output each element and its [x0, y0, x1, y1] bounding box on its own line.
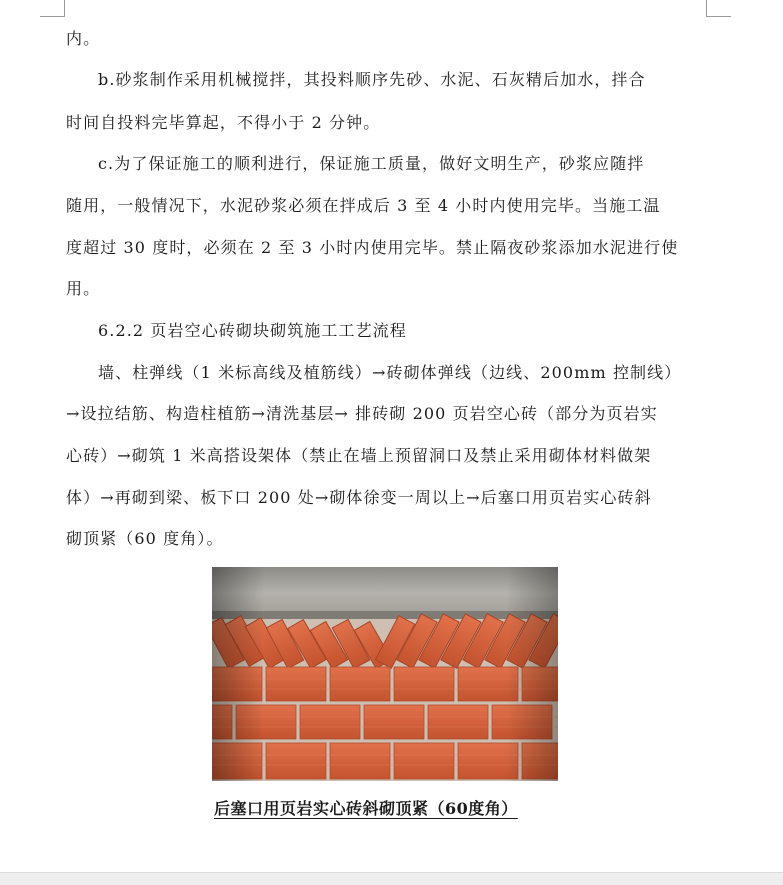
text-line-4: c.为了保证施工的顺利进行，保证施工质量，做好文明生产，砂浆应随拌 — [98, 154, 645, 173]
text-line-2: b.砂浆制作采用机械搅拌，其投料顺序先砂、水泥、石灰精后加水，拌合 — [98, 70, 646, 89]
text-line-7: 用。 — [66, 279, 101, 298]
text-line-13: 砌顶紧（60 度角）。 — [66, 529, 224, 548]
brick-wall-photo — [212, 567, 558, 781]
window-bottom-bar — [0, 872, 783, 885]
text-line-1: 内。 — [66, 29, 101, 48]
text-line-3: 时间自投料完毕算起，不得小于 2 分钟。 — [66, 113, 381, 132]
text-line-11: 心砖）→砌筑 1 米高搭设架体（禁止在墙上预留洞口及禁止采用砌体材料做架 — [66, 446, 652, 465]
text-line-6: 度超过 30 度时，必须在 2 至 3 小时内使用完毕。禁止隔夜砂浆添加水泥进行使 — [66, 238, 679, 257]
text-line-10: →设拉结筋、构造柱植筋→清洗基层→ 排砖砌 200 页岩空心砖（部分为页岩实 — [66, 404, 658, 423]
text-line-5: 随用，一般情况下，水泥砂浆必须在拌成后 3 至 4 小时内使用完毕。当施工温 — [66, 196, 661, 215]
text-line-9: 墙、柱弹线（1 米标高线及植筋线）→砖砌体弹线（边线、200mm 控制线） — [98, 363, 682, 382]
section-heading: 6.2.2 页岩空心砖砌块砌筑施工工艺流程 — [98, 321, 407, 340]
figure-caption: 后塞口用页岩实心砖斜砌顶紧（60度角） — [214, 799, 518, 818]
crop-mark-top-right — [706, 0, 731, 17]
text-line-12: 体）→再砌到梁、板下口 200 处→砌体徐变一周以上→后塞口用页岩实心砖斜 — [66, 488, 652, 507]
crop-mark-top-left — [40, 0, 65, 17]
